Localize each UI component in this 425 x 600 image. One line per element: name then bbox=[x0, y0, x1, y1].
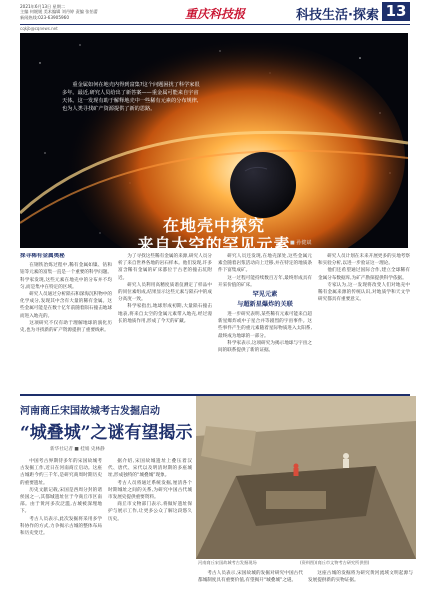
contact-email: cqkjb@cqnews.net bbox=[20, 26, 58, 31]
article2-column-4 bbox=[308, 570, 413, 598]
hotline: 新闻热线:023-63905960 bbox=[20, 14, 69, 20]
subheading-line-1: 罕见元素 bbox=[252, 291, 278, 299]
headline-line-1: 在地壳中探究 bbox=[162, 216, 265, 235]
paragraph: 考古人员表示,宋国故城的发掘对研究中国古代都城制度具有重要价值,有望揭开“城叠城”之谜。 bbox=[198, 571, 303, 584]
article1-column-1 bbox=[20, 253, 112, 391]
article2-title: “城叠城”之谜有望揭示 bbox=[20, 423, 193, 443]
paragraph: 研究人员利用高精度质谱仪测定了样品中的同位素组成,结果显示这些元素与陨石中的成分高度一致。 bbox=[118, 282, 212, 303]
issue-date: 2021年6月13日 星期二 bbox=[20, 4, 66, 9]
paragraph: 研究人员计划在未来开展更多的实地考察和实验分析,以进一步验证这一理论。 bbox=[318, 254, 410, 267]
paragraph: 专家认为,这一发现将改变人们对地壳中稀有金属来源的传统认识,对地质学和天文学研究都具有重要意义。 bbox=[318, 282, 410, 303]
paragraph: 考古人员将通过系统发掘,厘清各个时期城址之间的关系,为研究中国古代城市发展史提供重要资料。 bbox=[108, 480, 192, 501]
paragraph: 科学家表示,这项研究为揭示地球与宇宙之间的联系提供了新的证据。 bbox=[218, 340, 312, 354]
paragraph: 在钢铁冶炼过程中,稀有金属如镍、钴和铂等元素的富集一直是一个重要的科学问题。科学家发现,这些元素在地壳中的分布并不均匀,而是集中在特定的区域。 bbox=[20, 263, 112, 290]
paragraph: 研究人员还发现,在地壳深处,这些金属元素会随着岩浆活动向上迁移,并在特定的地质条件下富集成矿。 bbox=[218, 254, 312, 274]
photo-credit: (资料图)(商丘市文物考古研究所供图) bbox=[300, 560, 370, 565]
subheading-line-2: 与超新星爆炸的关联 bbox=[237, 301, 293, 309]
photo-caption: 河南商丘宋国故城考古发掘现场 bbox=[198, 560, 257, 565]
newspaper-logo: 重庆科技报 bbox=[185, 7, 246, 21]
paragraph: 商丘市文物部门表示,将做好遗址保护与展示工作,让更多公众了解这段悠久历史。 bbox=[108, 502, 192, 522]
paragraph: 科学家指出,地球形成初期,大量陨石撞击地表,将来自太空的金属元素带入地壳,经过漫长的地质作用,形成了今天的矿藏。 bbox=[118, 304, 212, 324]
paragraph: 这项研究不仅有助于理解地球的演化历史,也为寻找新的矿产资源提供了重要线索。 bbox=[20, 320, 112, 334]
section-title: 科技生活·探索 bbox=[296, 8, 379, 23]
editor-line: 主编 何媛媛 美术编辑 刘丹婷 责编 张怡蕾 bbox=[20, 9, 98, 15]
article2-column-2 bbox=[108, 458, 192, 592]
paragraph: 这一过程可能持续数百万年,最终形成具有开采价值的矿床。 bbox=[218, 275, 312, 288]
paragraph: 据介绍,宋国故城遗址上叠压着汉代、唐代、宋代以及明清时期的多座城址,形成独特的“城叠城”现象。 bbox=[108, 459, 192, 479]
paragraph: 考古人员表示,此次发掘将采用多学科协作的方式,力争揭示古城的整体布局和历史变迁。 bbox=[20, 516, 102, 537]
paragraph: 这座古城的发掘将为研究黄河流域文明起源与发展提供新的实物证据。 bbox=[308, 571, 413, 584]
paragraph: 中国考古界期待多年的宋国故城考古发掘工作,近日在河南商丘启动。这座古城距今约三千年,是研究商周时期历史的重要遗址。 bbox=[20, 459, 102, 486]
headline-line-2: 来自太空的罕见元素 bbox=[137, 235, 291, 254]
excavation-photo bbox=[196, 396, 416, 559]
paragraph: 进一步研究表明,某些稀有元素可能来自超新星爆炸或中子星合并等剧烈的宇宙事件。这些事件产生的重元素随着星际物质进入太阳系,最终成为地球的一部分。 bbox=[218, 312, 312, 339]
article1-column-3 bbox=[218, 253, 312, 391]
paragraph: 研究人员通过分析陨石和深海沉积物中的化学成分,发现其中含有大量的稀有金属。这些金属可能是在数十亿年前随着陨石撞击地球而进入地壳的。 bbox=[20, 292, 112, 319]
paragraph: 历史文献记载,宋国是西周分封的诸侯国之一,其都城遗址位于今商丘市区南部。由于黄河多次泛滥,古城被深埋地下。 bbox=[20, 487, 102, 515]
article2-column-3 bbox=[198, 570, 303, 598]
article1-column-2 bbox=[118, 253, 212, 391]
excavation-site-illustration bbox=[196, 396, 416, 559]
article2-byline: 新华社记者 ■ 桂娟 史林静 bbox=[50, 447, 105, 452]
masthead-rule bbox=[20, 24, 410, 25]
paragraph: 为了寻找这些稀有金属的来源,研究人员分析了来自世界各地的岩石样本。他们发现,许多富含稀有金属的矿床都位于古老的撞击坑附近。 bbox=[118, 254, 212, 281]
article2-column-1 bbox=[20, 458, 102, 592]
hero-author: ■ 孙健斌 bbox=[290, 240, 312, 246]
paragraph: 他们还希望通过国际合作,建立全球稀有金属分布数据库,为矿产勘探提供科学依据。 bbox=[318, 268, 410, 281]
article1-column-4 bbox=[318, 253, 410, 391]
page-number: 13 bbox=[382, 2, 410, 21]
section-heading: 探寻稀有金属奥秘 bbox=[20, 253, 65, 259]
article2-kicker: 河南商丘宋国故城考古发掘启动 bbox=[20, 406, 160, 417]
hero-intro: 重金属如何在地壳内得到富集?这个问题困扰了科学家很多年。最近,研究人员给出了新答案——重金属可能来自宇宙天体。这一发现有助于解释地壳中一些稀有元素的分布规律,也为人类寻找矿产资源提供了新的思路。 bbox=[62, 82, 200, 112]
masthead-info bbox=[20, 4, 170, 20]
